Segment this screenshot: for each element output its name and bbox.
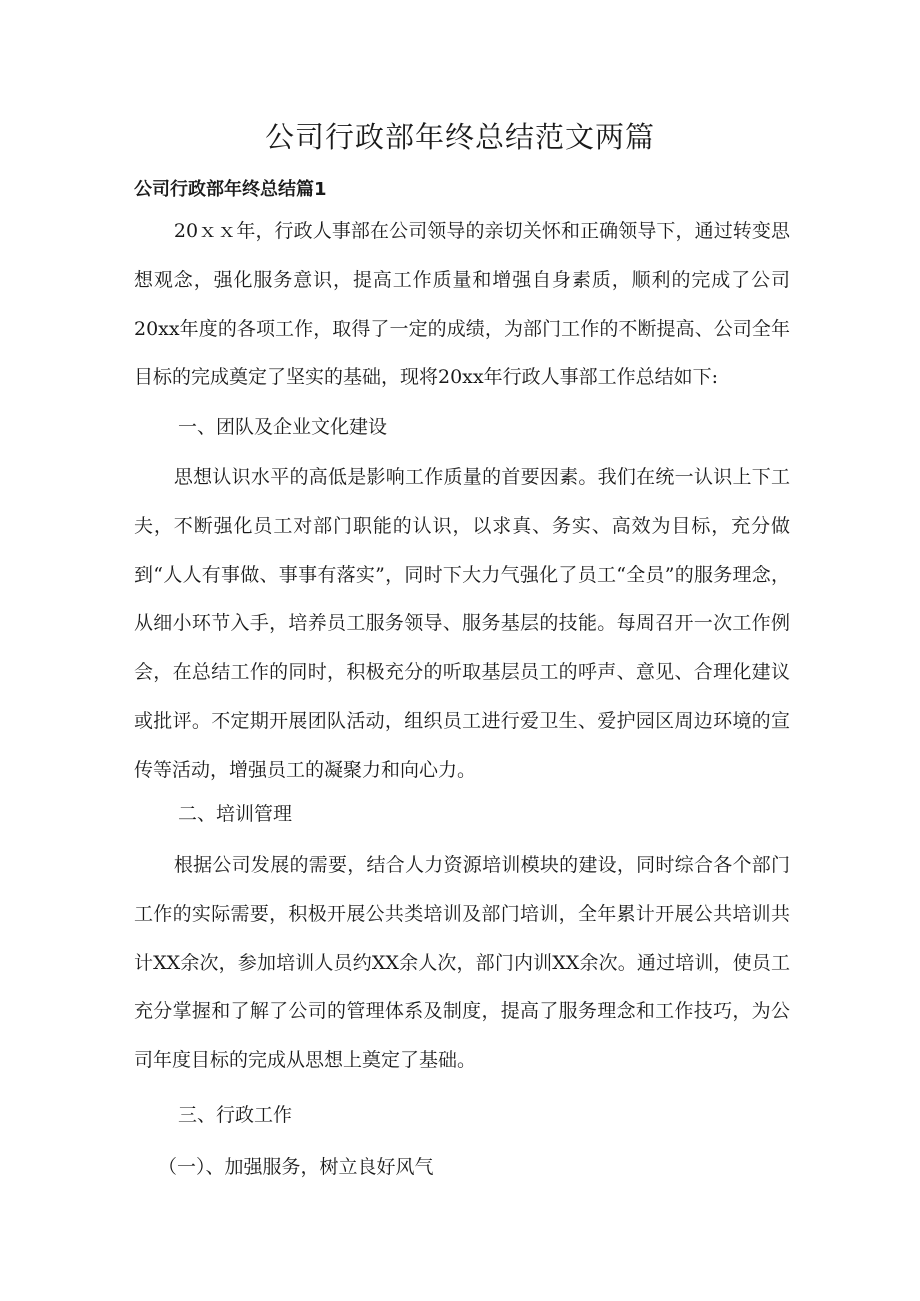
section-title: 公司行政部年终总结篇1: [134, 179, 327, 200]
heading-team-culture: 一、团队及企业文化建设: [178, 416, 388, 438]
training-paragraph: 根据公司发展的需要，结合人力资源培训模块的建设，同时综合各个部门工作的实际需要，积极开展公共类培训及部门培训，全年累计开展公共培训共计XX余次，参加培训人员约XX余人次，部门内训XX余次。通过培训，使员工充分掌握和了解了公司的管理体系及制度，提高了服务理念和工作技巧，为公司年度目标的完成从思想上奠定了基础。: [134, 854, 790, 1072]
team-culture-paragraph: 思想认识水平的高低是影响工作质量的首要因素。我们在统一认识上下工夫，不断强化员工对部门职能的认识，以求真、务实、高效为目标，充分做到“人人有事做、事事有落实”，同时下大力气强化了员工“全员”的服务理念，从细小环节入手，培养员工服务领导、服务基层的技能。每周召开一次工作例会，在总结工作的同时，积极充分的听取基层员工的呼声、意见、合理化建议或批评。不定期开展团队活动，组织员工进行爱卫生、爱护园区周边环境的宣传等活动，增强员工的凝聚力和向心力。: [134, 466, 790, 781]
heading-training: 二、培训管理: [178, 803, 293, 825]
intro-paragraph: 20ｘｘ年，行政人事部在公司领导的亲切关怀和正确领导下，通过转变思想观念，强化服务意识，提高工作质量和增强自身素质，顺利的完成了公司20xx年度的各项工作，取得了一定的成绩，为部门工作的不断提高、公司全年目标的完成奠定了坚实的基础，现将20xx年行政人事部工作总结如下:: [134, 220, 790, 389]
heading-admin-work: 三、行政工作: [178, 1104, 293, 1126]
subheading-service: （一）、加强服务，树立良好风气: [158, 1156, 434, 1178]
document-title: 公司行政部年终总结范文两篇: [264, 120, 655, 154]
